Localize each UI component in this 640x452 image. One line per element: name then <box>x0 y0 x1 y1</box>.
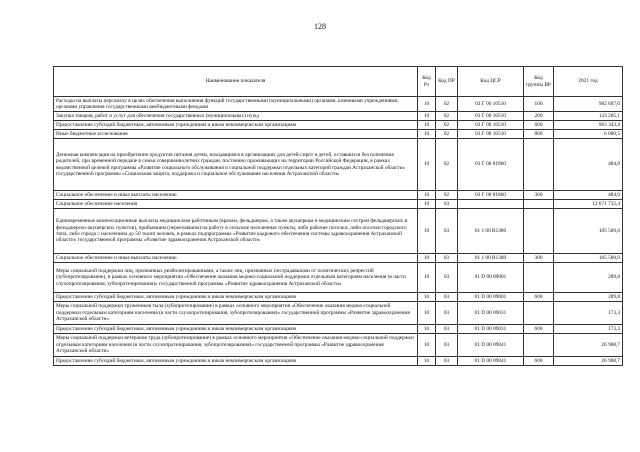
row-vr-cell: 800 <box>524 130 554 139</box>
table-header-row <box>54 67 623 97</box>
table-row <box>54 112 623 121</box>
row-pr-cell: 02 <box>436 191 458 200</box>
table-row <box>54 200 623 209</box>
header-csr: Код ЦСР <box>458 67 524 97</box>
row-rz-cell: 10 <box>418 302 436 325</box>
row-pr-cell: 03 <box>436 263 458 293</box>
header-pr: Код ПР <box>436 67 458 97</box>
row-rz-cell: 10 <box>418 357 436 366</box>
row-sum-cell: 173,3 <box>554 302 623 325</box>
row-vr-cell <box>524 263 554 293</box>
table-row <box>54 209 623 254</box>
table-row <box>54 139 623 191</box>
table-row <box>54 357 623 366</box>
row-pr-cell: 02 <box>436 112 458 121</box>
row-name-cell: Предоставление субсидий бюджетным, автономным учреждениям и иным некоммерческим организациям <box>54 325 418 334</box>
page-number: 128 <box>314 22 326 31</box>
row-rz-cell: 10 <box>418 325 436 334</box>
budget-table <box>53 66 623 366</box>
row-vr-cell <box>524 334 554 357</box>
row-rz-cell: 10 <box>418 293 436 302</box>
row-vr-cell: 600 <box>524 293 554 302</box>
row-name-cell: Расходы на выплаты персоналу в целях обеспечения выполнения функций государственными (муниципальными) органами, казенными учреждениями, органами управления государственными внебюджетными фондами <box>54 97 418 112</box>
row-pr-cell: 03 <box>436 334 458 357</box>
row-csr-cell: 01 D 00 89041 <box>458 334 524 357</box>
row-sum-cell: 289,8 <box>554 293 623 302</box>
row-csr-cell: 03 Г 00 10510 <box>458 130 524 139</box>
row-sum-cell: 26 968,7 <box>554 334 623 357</box>
row-pr-cell: 03 <box>436 293 458 302</box>
table-row <box>54 254 623 263</box>
row-rz-cell: 10 <box>418 263 436 293</box>
row-name-cell: Единовременные компенсационные выплаты медицинским работникам (врачам, фельдшерам, а также акушеркам и медицинским сестрам фельдшерских и фельдшерско-акушерских пунктов), прибывшим (переехавшим) на работу в сельские населенные пункты, либо рабочие поселки, либо поселки городского типа, либо города с населением до 50 тысяч человек, в рамках подпрограммы «Развитие кадрового обеспечения системы здравоохранения Астраханской области» государственной программы «Развитие здравоохранения Астраханской области» <box>54 209 418 254</box>
row-pr-cell: 02 <box>436 139 458 191</box>
row-vr-cell: 200 <box>524 112 554 121</box>
row-rz-cell: 10 <box>418 334 436 357</box>
row-vr-cell: 100 <box>524 97 554 112</box>
table-row <box>54 121 623 130</box>
table-row <box>54 302 623 325</box>
row-sum-cell: 289,8 <box>554 263 623 293</box>
row-rz-cell: 10 <box>418 121 436 130</box>
row-vr-cell <box>524 209 554 254</box>
row-pr-cell: 02 <box>436 130 458 139</box>
row-name-cell: Меры социальной поддержки тружеников тыла (зубопротезирование) в рамках основного мероприятия «Обеспечение оказания медико-социальной поддержки отдельным категориям населения (в части слухопротезирования, зубопротезирования)» государственной программы «Развитие здравоохранения Астраханской области» <box>54 302 418 325</box>
row-vr-cell <box>524 302 554 325</box>
table-row <box>54 130 623 139</box>
row-name-cell: Социальное обеспечение и иные выплаты населению <box>54 254 418 263</box>
table-row <box>54 293 623 302</box>
row-csr-cell: 03 Г 00 81860 <box>458 139 524 191</box>
row-sum-cell: 6 000,5 <box>554 130 623 139</box>
row-pr-cell: 03 <box>436 302 458 325</box>
row-vr-cell: 600 <box>524 121 554 130</box>
row-vr-cell: 300 <box>524 254 554 263</box>
row-csr-cell: 03 Г 00 10510 <box>458 97 524 112</box>
row-csr-cell: 03 Г 00 81860 <box>458 191 524 200</box>
row-vr-cell <box>524 200 554 209</box>
row-csr-cell: 01 D 00 89001 <box>458 263 524 293</box>
row-sum-cell: 982 607,0 <box>554 97 623 112</box>
header-year: 2021 год <box>554 67 623 97</box>
header-vr: Код группы ВР <box>524 67 554 97</box>
row-csr-cell: 03 Г 00 10510 <box>458 112 524 121</box>
row-csr-cell: 01 D 00 89031 <box>458 302 524 325</box>
row-sum-cell: 484,0 <box>554 139 623 191</box>
row-sum-cell: 12 671 732,4 <box>554 200 623 209</box>
row-name-cell: Предоставление субсидий бюджетным, автономным учреждениям и иным некоммерческим организациям <box>54 121 418 130</box>
row-name-cell: Меры социальной поддержки лиц, признанных реабилитированными, а также лиц, признанных пострадавшими от политических репрессий (зубопротезирование), в рамках основного мероприятия «Обеспечение оказания медико-социальной поддержки отдельным категориям населения (в части слухопротезирования, зубопротезирования)» государственной программы «Развитие здравоохранения Астраханской области» <box>54 263 418 293</box>
table-row <box>54 325 623 334</box>
row-name-cell: Социальное обеспечение населения <box>54 200 418 209</box>
row-name-cell: Социальное обеспечение и иные выплаты населению <box>54 191 418 200</box>
row-csr-cell: 03 Г 00 10510 <box>458 121 524 130</box>
row-csr-cell: 01 1 00 R1380 <box>458 209 524 254</box>
row-rz-cell: 10 <box>418 130 436 139</box>
row-vr-cell: 600 <box>524 357 554 366</box>
row-csr-cell: 01 1 00 R1380 <box>458 254 524 263</box>
row-name-cell: Денежная компенсация на приобретение продуктов питания детям, находящимся в организациях для детей-сирот и детей, оставшихся без попечения родителей, при временной передаче в семьи совершеннолетних граждан, постоянно проживающих на территории Российской Федерации, в рамках ведомственной целевой программы «Развитие социального обслуживания и социальной поддержки отдельных категорий граждан Астраханской области» государственной программы «Социальная защита, поддержка и социальное обслуживание населения Астраханской области» <box>54 139 418 191</box>
row-rz-cell: 10 <box>418 200 436 209</box>
row-sum-cell: 26 968,7 <box>554 357 623 366</box>
row-name-cell: Предоставление субсидий бюджетным, автономным учреждениям и иным некоммерческим организациям <box>54 293 418 302</box>
row-vr-cell: 300 <box>524 191 554 200</box>
table-row <box>54 191 623 200</box>
row-pr-cell: 03 <box>436 200 458 209</box>
row-rz-cell: 10 <box>418 254 436 263</box>
row-sum-cell: 173,3 <box>554 325 623 334</box>
row-pr-cell: 03 <box>436 357 458 366</box>
table-row <box>54 334 623 357</box>
header-name: Наименование показателя <box>54 67 418 97</box>
row-rz-cell: 10 <box>418 191 436 200</box>
row-pr-cell: 02 <box>436 121 458 130</box>
row-name-cell: Предоставление субсидий бюджетным, автономным учреждениям и иным некоммерческим организациям <box>54 357 418 366</box>
row-sum-cell: 484,0 <box>554 191 623 200</box>
row-name-cell: Иные бюджетные ассигнования <box>54 130 418 139</box>
row-pr-cell: 02 <box>436 97 458 112</box>
row-rz-cell: 10 <box>418 112 436 121</box>
row-pr-cell: 03 <box>436 209 458 254</box>
row-pr-cell: 03 <box>436 254 458 263</box>
row-rz-cell: 10 <box>418 209 436 254</box>
row-csr-cell <box>458 200 524 209</box>
row-sum-cell: 963 343,4 <box>554 121 623 130</box>
row-name-cell: Закупка товаров, работ и услуг для обеспечения государственных (муниципальных) нужд <box>54 112 418 121</box>
row-sum-cell: 133 205,1 <box>554 112 623 121</box>
row-csr-cell: 01 D 00 89031 <box>458 325 524 334</box>
row-name-cell: Меры социальной поддержки ветеранов труда (зубопротезирование) в рамках основного мероприятия «Обеспечение оказания медико-социальной поддержки отдельным категориям населения (в части слухопротезирования, зубопротезирования)» государственной программы «Развитие здравоохранения Астраханской области» <box>54 334 418 357</box>
row-sum-cell: 105 500,0 <box>554 254 623 263</box>
header-rz: Код Рз <box>418 67 436 97</box>
row-pr-cell: 03 <box>436 325 458 334</box>
row-vr-cell: 600 <box>524 325 554 334</box>
row-sum-cell: 105 500,0 <box>554 209 623 254</box>
table-row <box>54 263 623 293</box>
row-csr-cell: 01 D 00 89041 <box>458 357 524 366</box>
row-rz-cell: 10 <box>418 97 436 112</box>
row-vr-cell <box>524 139 554 191</box>
row-rz-cell: 10 <box>418 139 436 191</box>
table-row <box>54 97 623 112</box>
row-csr-cell: 01 D 00 89001 <box>458 293 524 302</box>
